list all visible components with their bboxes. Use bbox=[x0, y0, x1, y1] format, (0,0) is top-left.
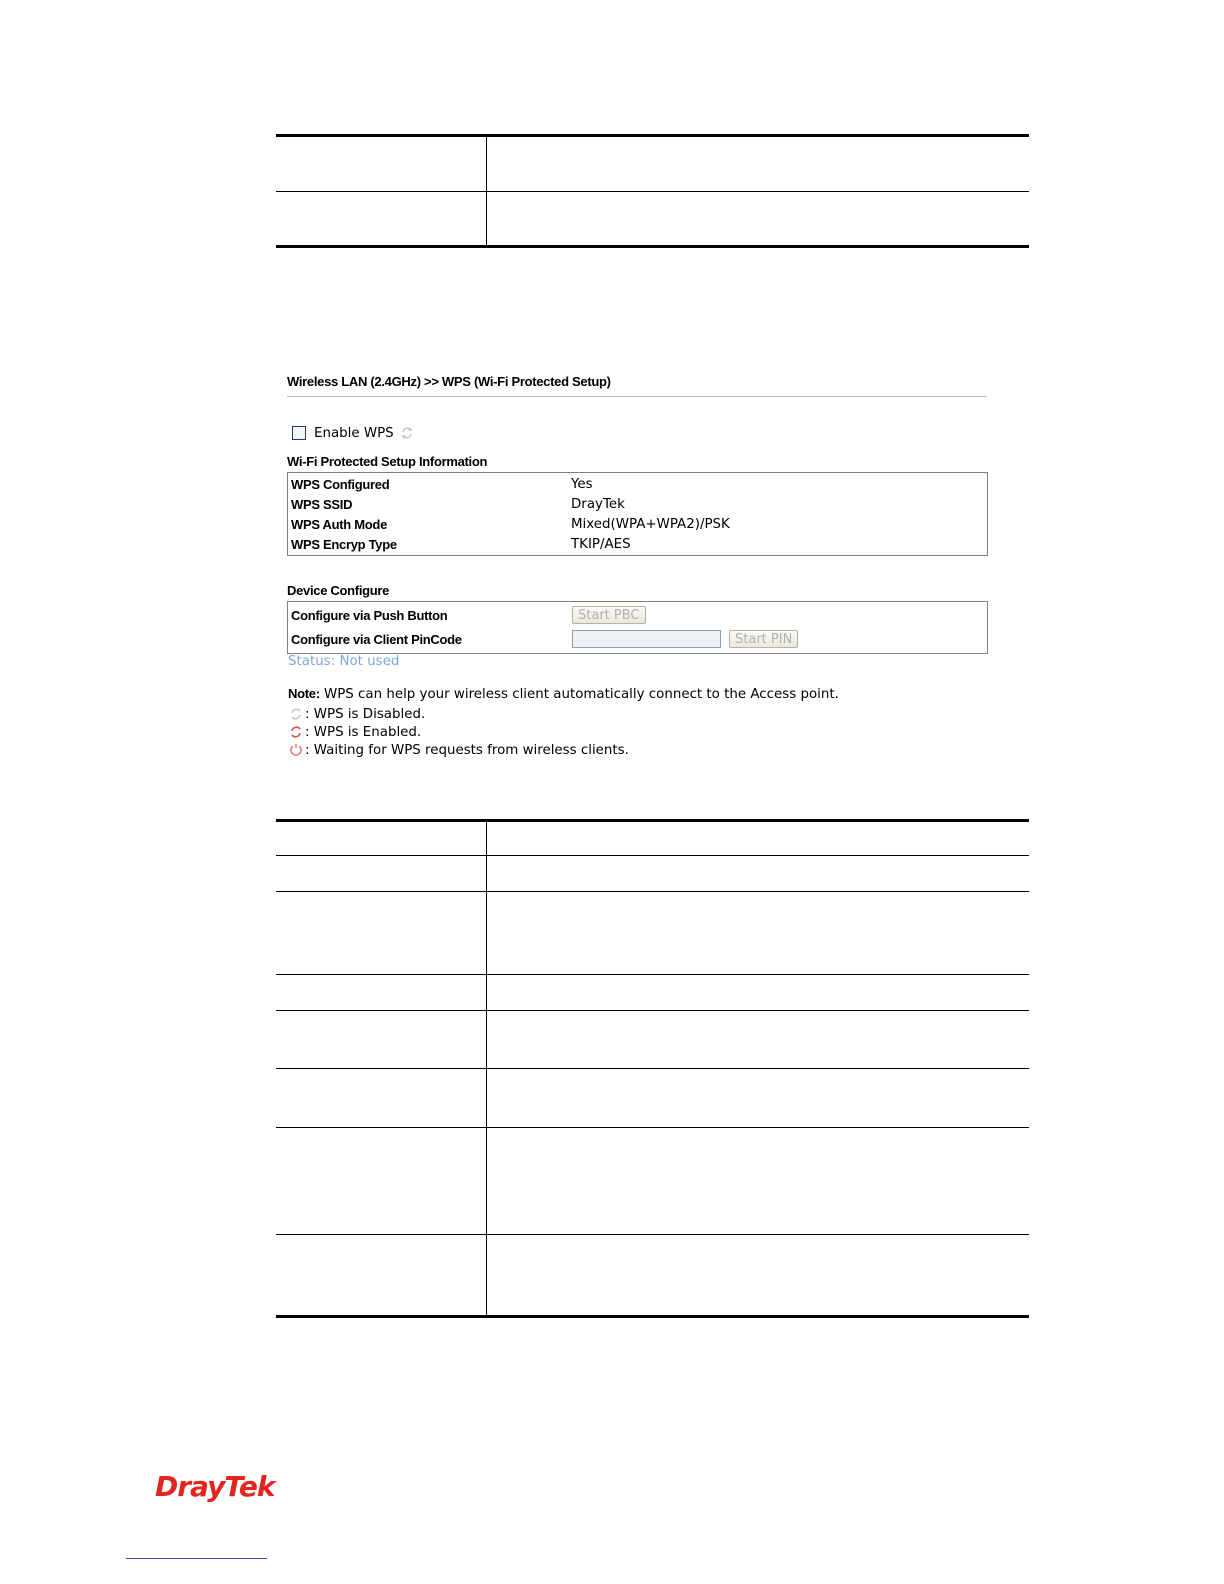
pincode-input[interactable] bbox=[572, 630, 721, 648]
table-row bbox=[276, 975, 1029, 1011]
legend-text: : WPS is Enabled. bbox=[305, 724, 422, 740]
device-configure-box bbox=[287, 601, 988, 654]
bottom-description-table bbox=[276, 819, 1029, 1318]
info-value: Yes bbox=[571, 476, 593, 492]
svg-text:DrayTek: DrayTek bbox=[155, 1470, 275, 1503]
table-row bbox=[276, 1011, 1029, 1069]
enable-wps-label: Enable WPS bbox=[314, 425, 394, 441]
footer-divider bbox=[126, 1558, 267, 1559]
start-pin-button[interactable]: Start PIN bbox=[729, 630, 798, 648]
page-title: Wireless LAN (2.4GHz) >> WPS (Wi-Fi Protected Setup) bbox=[287, 374, 611, 389]
info-key: WPS Encryp Type bbox=[291, 536, 397, 552]
info-row bbox=[291, 514, 981, 534]
enable-wps-checkbox[interactable] bbox=[292, 426, 306, 440]
info-key: WPS Auth Mode bbox=[291, 516, 387, 532]
wps-enabled-icon bbox=[289, 725, 303, 739]
info-value: Mixed(WPA+WPA2)/PSK bbox=[571, 516, 730, 532]
info-row bbox=[291, 534, 981, 554]
table-row bbox=[276, 1128, 1029, 1235]
legend-text: : Waiting for WPS requests from wireless clients. bbox=[305, 742, 629, 758]
table-row bbox=[276, 1235, 1029, 1317]
wps-disabled-icon bbox=[289, 707, 303, 721]
enable-wps-row bbox=[292, 424, 414, 442]
wps-info-box bbox=[287, 472, 988, 556]
title-divider bbox=[287, 396, 987, 397]
wps-status-text: Status: Not used bbox=[288, 654, 400, 669]
info-value: TKIP/AES bbox=[571, 536, 631, 552]
legend-item bbox=[289, 741, 629, 759]
start-pbc-button[interactable]: Start PBC bbox=[572, 606, 646, 624]
table-row bbox=[276, 192, 1029, 247]
table-row bbox=[276, 136, 1029, 192]
table-row bbox=[276, 821, 1029, 856]
info-row bbox=[291, 494, 981, 514]
table-row bbox=[276, 892, 1029, 975]
draytek-logo bbox=[155, 1466, 295, 1506]
pincode-label: Configure via Client PinCode bbox=[291, 631, 462, 647]
wps-waiting-icon bbox=[289, 743, 303, 757]
info-value: DrayTek bbox=[571, 496, 625, 512]
wps-status-icon bbox=[400, 426, 414, 440]
push-button-label: Configure via Push Button bbox=[291, 607, 448, 623]
info-key: WPS SSID bbox=[291, 496, 353, 512]
note-text bbox=[288, 686, 839, 702]
device-section-title: Device Configure bbox=[287, 583, 390, 598]
top-description-table bbox=[276, 134, 1029, 248]
info-section-title: Wi-Fi Protected Setup Information bbox=[287, 454, 488, 469]
legend-item bbox=[289, 723, 421, 741]
table-row bbox=[276, 1069, 1029, 1128]
table-row bbox=[276, 856, 1029, 892]
push-button-row bbox=[291, 605, 646, 625]
note-body: WPS can help your wireless client automatically connect to the Access point. bbox=[319, 687, 839, 702]
note-label: Note: bbox=[288, 686, 320, 701]
legend-item bbox=[289, 705, 425, 723]
info-row bbox=[291, 474, 981, 494]
info-key: WPS Configured bbox=[291, 476, 390, 492]
legend-text: : WPS is Disabled. bbox=[305, 706, 426, 722]
pincode-row bbox=[291, 629, 798, 649]
